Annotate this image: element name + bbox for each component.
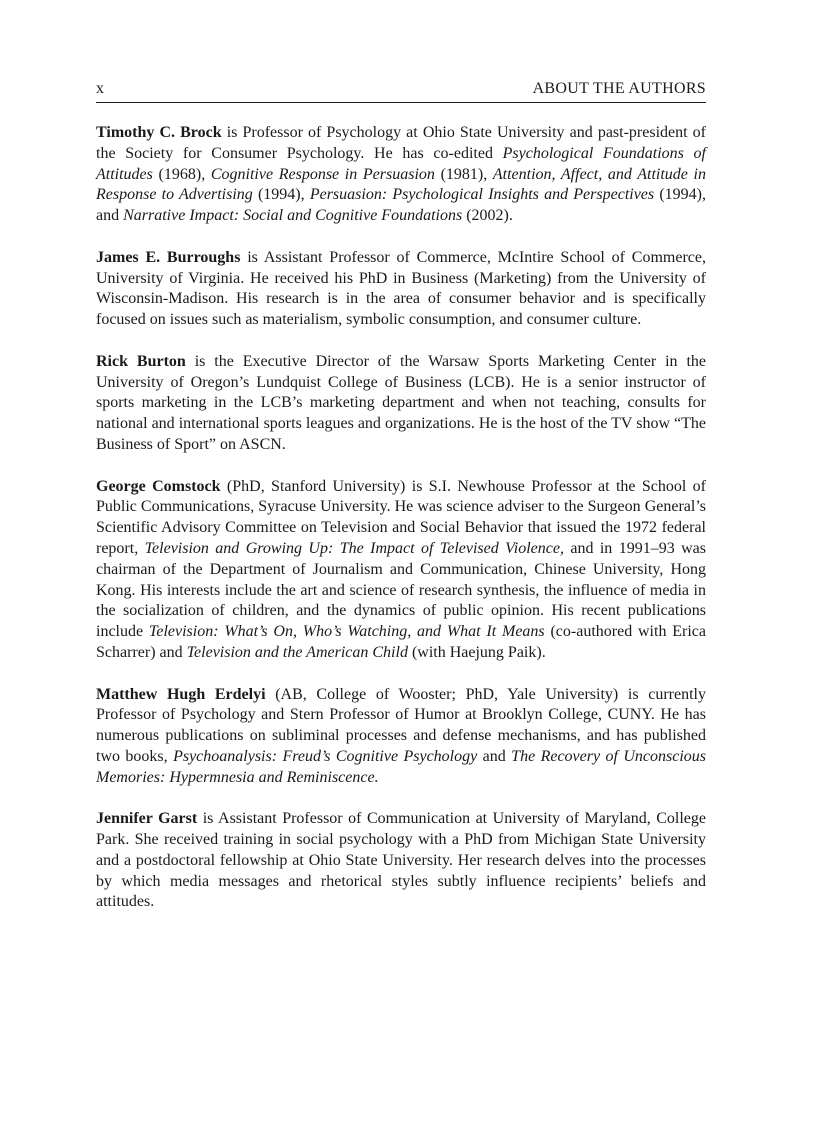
author-name: Rick Burton (96, 352, 186, 370)
bio-text: is Professor of Psychology at Ohio State University and past-president of the Society for Consumer Psychology. He has co-edited (96, 124, 707, 162)
author-entry (96, 685, 706, 789)
bio-text: is Assistant Professor of Communication at University of Maryland, College Park. She received training in social psychology with a PhD from Michigan State University and a postdoctoral fellowship at Ohio State University. Her research delves into the processes by which media messages and rhetorical styles subtly influence recipients’ beliefs and attitudes. (96, 810, 707, 911)
bio-text: (PhD, Stanford University) is S.I. Newhouse Professor at the School of Public Communications, Syracuse University. He was science adviser to the Surgeon General’s Scientific Advisory Committee on Television and Social Behavior that issued the 1972 federal report, (96, 477, 706, 557)
author-bio (96, 353, 706, 453)
author-name: Matthew Hugh Erdelyi (96, 685, 266, 703)
bio-text: (2002). (462, 207, 513, 225)
author-entries (96, 123, 706, 913)
author-entry (96, 248, 706, 331)
author-entry (96, 477, 706, 664)
bio-text: (AB, College of Wooster; PhD, Yale University) is currently Professor of Psychology and Stern Professor of Humor at Brooklyn College, CUNY. He has numerous publications on subliminal processes and defense mechanisms, and has published two books, (96, 685, 707, 765)
author-bio (96, 478, 706, 661)
publication-title: Television: What’s On, Who’s Watching, and What It Means (148, 623, 545, 641)
publication-title: Attention, Affect, and Attitude in Response to Advertising (96, 165, 707, 204)
page-number: x (96, 80, 105, 97)
bio-text: (1994), and (96, 186, 706, 225)
bio-text: and (477, 747, 512, 765)
publication-title: The Recovery of Unconscious Memories: Hypermnesia and Reminiscence. (96, 747, 707, 786)
bio-text: (co-authored with Erica Scharrer) and (96, 623, 706, 661)
author-entry (96, 352, 706, 456)
publication-title: Psychological Foundations of Attitudes (96, 144, 706, 183)
author-entry (96, 123, 706, 227)
bio-text: (with Haejung Paik). (407, 643, 546, 661)
book-page (96, 80, 706, 934)
publication-title: Television and the American Child (186, 643, 408, 661)
running-head (96, 80, 706, 103)
bio-text: is the Executive Director of the Warsaw Sports Marketing Center in the University of Oregon’s Lundquist College of Business (LCB). He is a senior instructor of sports marketing in the LCB’s marketing department and when not teaching, consults for national and international sports leagues and organizations. He is the host of the TV show “The Business of Sport” on ASCN. (96, 352, 706, 453)
author-name: James E. Burroughs (96, 248, 241, 266)
author-name: George Comstock (96, 477, 221, 495)
bio-text: (1994), (252, 186, 310, 204)
section-title: ABOUT THE AUTHORS (532, 80, 706, 97)
publication-title: Psychoanalysis: Freud’s Cognitive Psychology (173, 747, 478, 765)
bio-text: (1968), (152, 165, 211, 183)
bio-text: is Assistant Professor of Commerce, McIntire School of Commerce, University of Virginia. He received his PhD in Business (Marketing) from the University of Wisconsin-Madison. His research is in the area of consumer behavior and is specifically focused on issues such as materialism, symbolic consumption, and consumer culture. (96, 248, 706, 329)
publication-title: Television and Growing Up: The Impact of Televised Violence, (144, 539, 564, 557)
bio-text: and in 1991–93 was chairman of the Department of Journalism and Communication, Chinese University, Hong Kong. His interests include the art and science of research synthesis, the influence of media in the socialization of children, and the dynamics of public opinion. His recent publications include (96, 539, 707, 641)
author-name: Jennifer Garst (96, 810, 198, 828)
bio-text: (1981), (434, 165, 493, 183)
author-name: Timothy C. Brock (96, 124, 222, 141)
author-entry (96, 809, 706, 913)
publication-title: Cognitive Response in Persuasion (210, 165, 435, 183)
publication-title: Narrative Impact: Social and Cognitive Foundations (123, 207, 463, 225)
publication-title: Persuasion: Psychological Insights and Perspectives (309, 186, 655, 204)
